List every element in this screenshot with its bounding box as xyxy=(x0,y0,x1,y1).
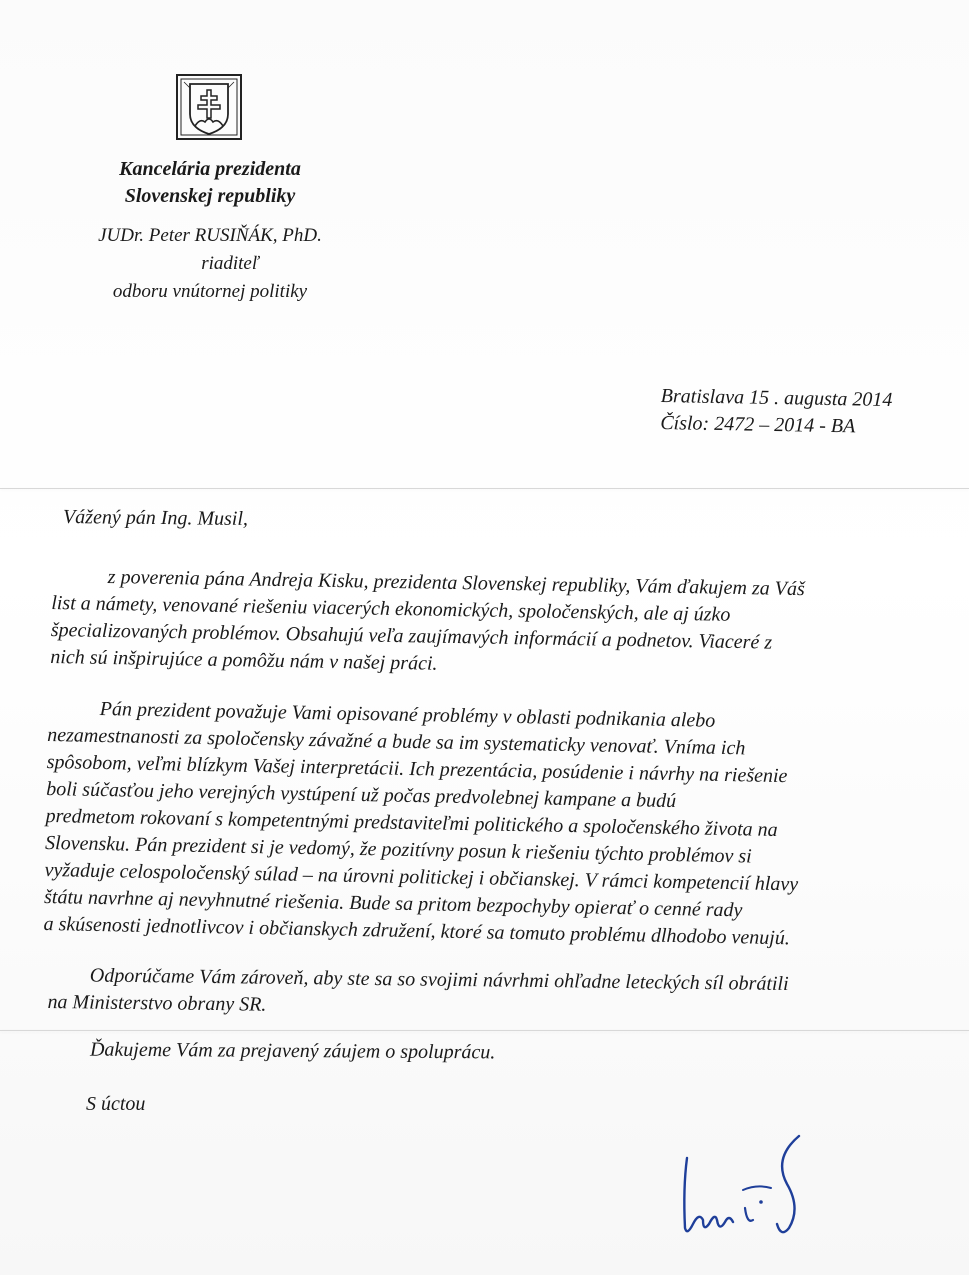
paragraph-3 xyxy=(47,962,928,1027)
paragraph-line: Slovensku. Pán prezident si je vedomý, že pozitívny posun k riešeniu týchto problémov si xyxy=(44,831,752,868)
director-title: riaditeľ xyxy=(201,253,259,274)
director-name: JUDr. Peter RUSIŇÁK, PhD. xyxy=(98,225,322,246)
office-name xyxy=(80,156,340,210)
closing-salutation: S úctou xyxy=(86,1093,146,1115)
paragraph-line: Odporúčame Vám zároveň, aby ste sa so svojimi návrhmi ohľadne leteckých síl obrátili xyxy=(89,964,789,996)
paragraph-line: nich sú inšpirujúce a pomôžu nám v našej práci. xyxy=(50,645,438,675)
paragraph-line: boli súčasťou jeho verejných vystúpení už počas predvolebnej kampane a budú xyxy=(45,777,677,813)
salutation: Vážený pán Ing. Musil, xyxy=(62,506,249,530)
signature-icon xyxy=(673,1128,813,1248)
paragraph-line: spôsobom, veľmi blízkym Vašej interpretácii. Ich prezentácia, posúdenie i návrhy na riešenie xyxy=(46,750,788,788)
paragraph-line: vyžaduje celospoločenský súlad – na úrovni politickej i občianskej. V rámci kompetencií hlavy xyxy=(44,858,799,896)
paper-fold-line xyxy=(0,488,969,489)
paragraph-line: Pán prezident považuje Vami opisované problémy v oblasti podnikania alebo xyxy=(99,697,716,732)
thanks-line: Ďakujeme Vám za prejavený záujem o spoluprácu. xyxy=(89,1038,496,1064)
director-department: odboru vnútornej politiky xyxy=(112,281,308,302)
paragraph-line: z poverenia pána Andreja Kisku, prezidenta Slovenskej republiky, Vám ďakujem za Váš xyxy=(107,565,805,601)
reference-number: Číslo: 2472 – 2014 - BA xyxy=(660,411,856,438)
paragraph-line: predmetom rokovaní s kompetentnými predstaviteľmi politického a spoločenského života na xyxy=(45,804,778,842)
paragraph-line: štátu navrhne aj nevyhnutné riešenia. Bude sa pritom bezpochyby opierať o cenné rady xyxy=(43,885,743,922)
paragraph-line: nezamestnanosti za spoločensky závažné a bude sa im systematicky venovať. Vníma ich xyxy=(47,723,746,760)
place-date: Bratislava 15 . augusta 2014 xyxy=(660,384,893,412)
paper-fold-line xyxy=(0,1030,969,1031)
state-emblem-icon xyxy=(176,74,242,140)
paragraph-line: a skúsenosti jednotlivcov i občianskych združení, ktoré sa tomuto problému dlhodobo venujú. xyxy=(43,912,791,950)
paragraph-line: na Ministerstvo obrany SR. xyxy=(47,990,267,1016)
director-block xyxy=(60,222,360,306)
date-reference-block xyxy=(660,383,961,442)
paragraph-line: špecializovaných problémov. Obsahujú veľa zaujímavých informácií a podnetov. Viaceré z xyxy=(50,618,773,654)
office-line-1: Kancelária prezidenta xyxy=(119,158,301,180)
paragraph-1 xyxy=(50,563,928,686)
paragraph-2 xyxy=(43,695,928,955)
office-line-2: Slovenskej republiky xyxy=(124,185,296,207)
paragraph-line: list a námety, venované riešeniu viacerých ekonomických, spoločenských, ale aj úzko xyxy=(51,591,731,626)
